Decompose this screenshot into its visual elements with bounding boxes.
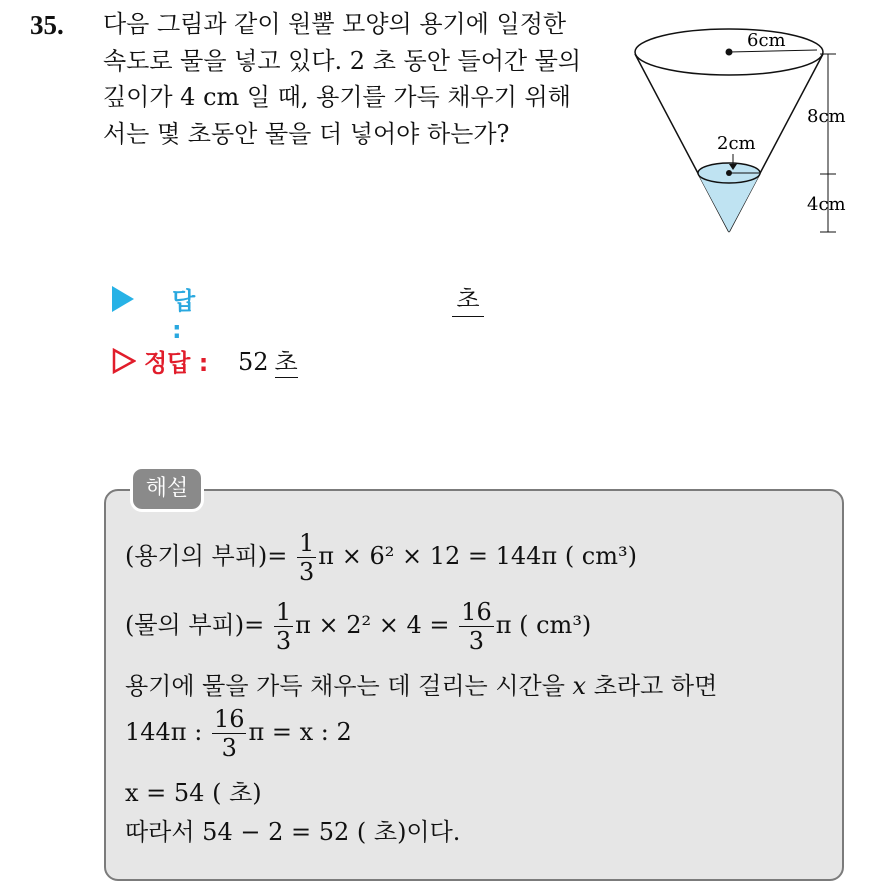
water-depth-label: 4cm [807,194,846,215]
fraction: $\frac{16}{3}$ [213,705,245,762]
answer-unit-blank[interactable]: 초 [452,279,484,317]
question-line: 다음 그림과 같이 원뿔 모양의 용기에 일정한 [103,10,567,38]
solution-line-6: 따라서 54 − 2 = 52 ( 초)이다. [125,818,461,846]
fraction: $\frac{1}{3}$ [275,598,292,655]
cone-figure [625,16,865,241]
solution-tab: 해설 [130,466,204,512]
height-label: 8cm [807,106,846,127]
question-number: 35. [30,10,64,40]
play-triangle-icon [112,286,134,312]
question-line: 속도로 물을 넣고 있다. 2 초 동안 들어간 물의 [103,46,582,75]
fraction: $\frac{16}{3}$ [461,598,492,655]
correct-answer-label: 정답 : [144,349,209,377]
solution-line-5: x = 54 ( 초) [125,779,262,807]
fraction: $\frac{1}{3}$ [299,529,315,586]
water-radius-label: 2cm [717,133,756,154]
solution-line-2: (물의 부피)= $\frac{1}{3}$ π × 2² × 4 = $\frac{16}{3}$ π ( cm³) [125,598,592,655]
answer-label: 답 : [172,287,196,344]
question-line: 서는 몇 초동안 물을 더 넣어야 하는가? [103,119,510,148]
outline-triangle-icon [112,348,136,374]
correct-answer-value: 52 초 [238,348,298,376]
solution-line-4: 144π : $\frac{16}{3}$ π = x : 2 [125,705,352,762]
correct-answer-row [112,345,298,377]
question-text [103,6,613,152]
answer-row [112,283,480,344]
solution-line-1: (용기의 부피)= $\frac{1}{3}$ π × 6² × 12 = 144π ( cm³) [125,529,637,586]
question-line: 깊이가 4 cm 일 때, 용기를 가득 채우기 위해 [103,83,571,111]
radius-label: 6cm [747,30,786,51]
solution-line-3: 용기에 물을 가득 채우는 데 걸리는 시간을 x 초라고 하면 [125,672,718,700]
